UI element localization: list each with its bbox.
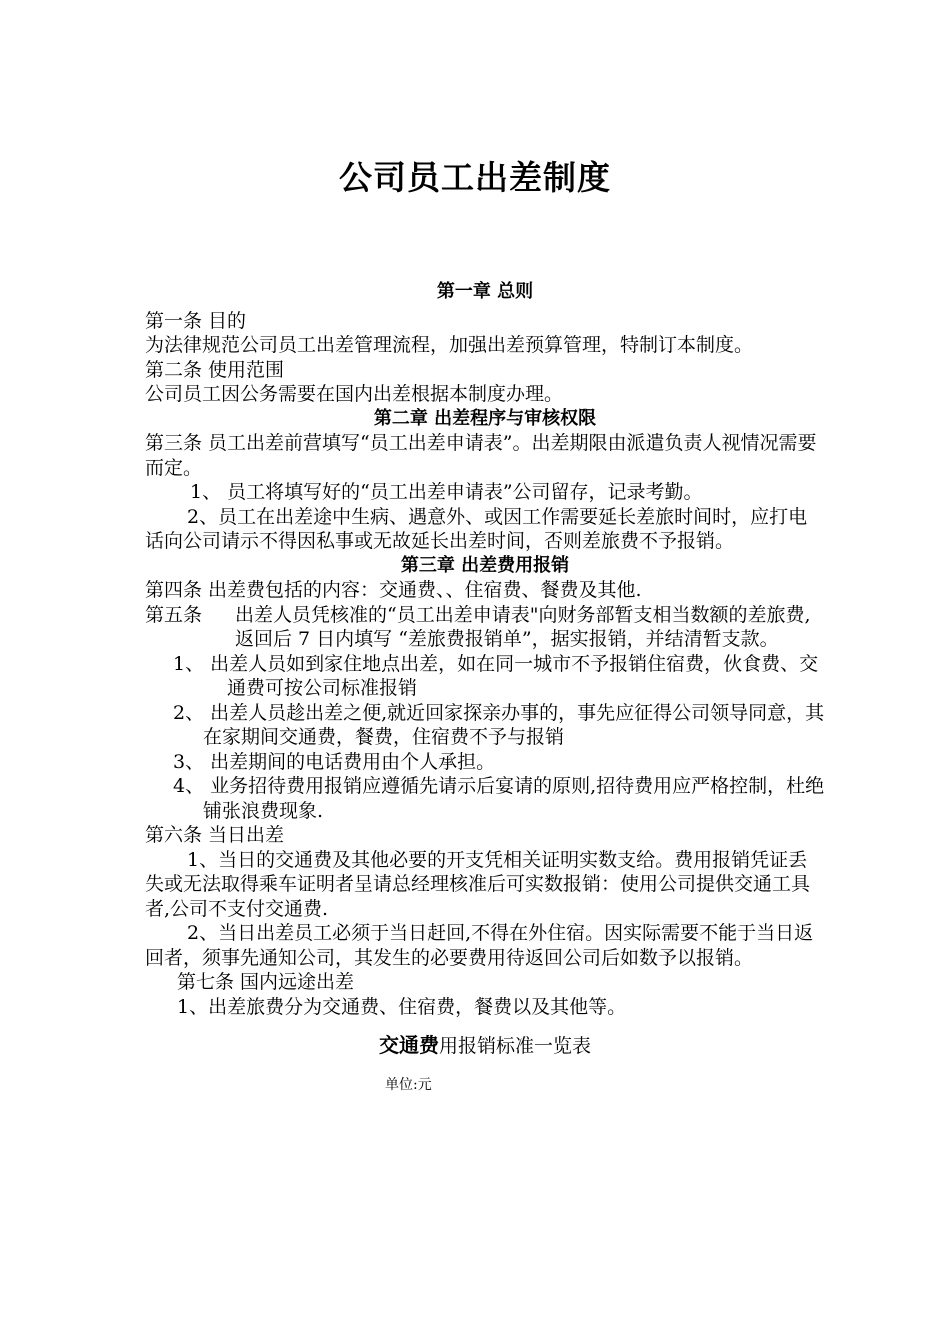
article-3-item-1: 1、 员工将填写好的“员工出差申请表”公司留存，记录考勤。 (190, 481, 703, 503)
chapter-2-heading: 第二章 出差程序与审核权限 (373, 407, 597, 429)
article-2-heading: 第二条 使用范围 (145, 358, 285, 381)
article-3-body: 第三条 员工出差前营填写“员工出差申请表”。出差期限由派遣负责人视情况需要而定。 (145, 432, 817, 479)
article-6-item-1: 1、当日的交通费及其他必要的开支凭相关证明实数支给。费用报销凭证丢失或无法取得乘车证明者呈请总经理核准后可实数报销：使用公司提供交通工具者,公司不支付交通费. (145, 848, 811, 920)
article-7-item-1: 1、出差旅费分为交通费、住宿费，餐费以及其他等。 (177, 995, 627, 1018)
table-title (145, 1033, 825, 1059)
article-5-body: 出差人员凭核准的“员工出差申请表"向财务部暂支相当数额的差旅费,返回后 7 日内填写 “差旅费报销单”，据实报销，并结清暂支款。 (235, 603, 811, 650)
article-5 (145, 603, 825, 652)
document-body (145, 280, 825, 1097)
article-5-item-2: 2、 出差人员趁出差之便,就近回家探亲办事的，事先应征得公司领导同意，其在家期间交通费，餐费，住宿费不予与报销 (173, 701, 825, 748)
article-4-body: 第四条 出差费包括的内容：交通费、、住宿费、餐费及其他. (145, 579, 642, 601)
article-5-item-3: 3、 出差期间的电话费用由个人承担。 (173, 750, 496, 773)
article-1-body: 为法律规范公司员工出差管理流程，加强出差预算管理，特制订本制度。 (145, 334, 754, 356)
unit-label: 单位:元 (385, 1076, 432, 1093)
article-5-item-4: 4、 业务招待费用报销应遵循先请示后宴请的原则,招待费用应严格控制，杜绝铺张浪费现象. (173, 775, 825, 822)
chapter-1-heading: 第一章 总则 (436, 281, 534, 302)
article-5-heading: 第五条 (145, 603, 203, 626)
chapter-3-heading: 第三章 出差费用报销 (400, 554, 570, 576)
article-6-item-2: 2、当日出差员工必须于当日赶回,不得在外住宿。因实际需要不能于当日返回者，须事先通知公司，其发生的必要费用待返回公司后如数予以报销。 (145, 922, 814, 969)
article-1-heading: 第一条 目的 (145, 309, 247, 332)
article-6-heading: 第六条 当日出差 (145, 824, 285, 846)
article-2-body: 公司员工因公务需要在国内出差根据本制度办理。 (145, 383, 564, 405)
document-title: 公司员工出差制度 (339, 158, 611, 197)
table-title-bold: 交通费 (378, 1033, 439, 1057)
article-3-item-2: 2、员工在出差途中生病、遇意外、或因工作需要延长差旅时间时，应打电话向公司请示不得因私事或无故延长出差时间，否则差旅费不予报销。 (145, 505, 808, 552)
table-title-rest: 用报销标准一览表 (438, 1035, 591, 1057)
article-7-heading: 第七条 国内远途出差 (177, 971, 355, 993)
article-5-item-1: 1、 出差人员如到家住地点出差，如在同一城市不予报销住宿费，伙食费、交通费可按公司标准报销 (173, 652, 819, 699)
